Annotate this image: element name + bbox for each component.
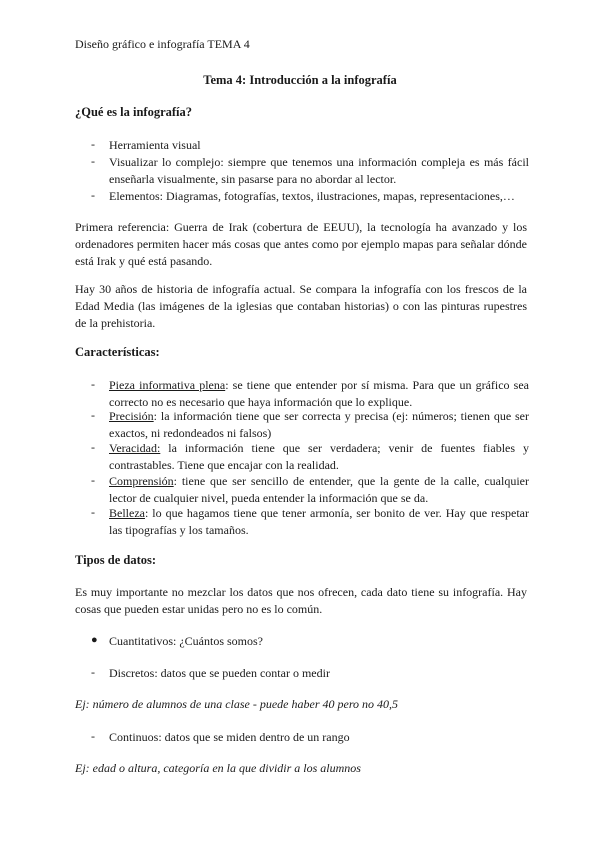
list-item: Herramienta visual [109, 138, 201, 152]
term-label: Pieza informativa plena [109, 378, 226, 392]
term-description: la información tiene que ser verdadera; venir de fuentes fiables y contrastables. Tiene que encajar con la realidad. [109, 441, 529, 472]
paragraph-tipos-de-datos: Es muy importante no mezclar los datos que nos ofrecen, cada dato tiene su infografía. Hay cosas que pueden estar unidas pero no es lo común. [75, 585, 527, 616]
list-item [109, 408, 529, 442]
section-heading-caracteristicas: Características: [75, 345, 160, 359]
section-heading-tipos-de-datos: Tipos de datos: [75, 553, 157, 567]
bullet-icon: ● [91, 634, 98, 646]
page-header: Diseño gráfico e infografía TEMA 4 [75, 37, 250, 51]
term-description: : se tiene que entender por sí misma. Para que un gráfico sea correcto no es necesario que haya información que lo explique. [109, 378, 530, 409]
example-discretos: Ej: número de alumnos de una clase - puede haber 40 pero no 40,5 [75, 697, 399, 711]
term-label: Belleza [109, 506, 145, 520]
list-item [109, 440, 529, 474]
term-label: Comprensión [109, 474, 174, 488]
term-description: : tiene que ser sencillo de entender, que la gente de la calle, cualquier lector de cualquier nivel, pueda entender la información que se da. [109, 474, 529, 505]
list-item [109, 473, 529, 507]
list-dash: - [91, 377, 95, 391]
list-dash: - [91, 408, 95, 422]
paragraph-historia: Hay 30 años de historia de infografía actual. Se compara la infografía con los frescos de la Edad Media (las imágenes de la iglesias que contaban historias) o con las pinturas rupestres de la prehistoria. [75, 282, 527, 330]
document-title: Tema 4: Introducción a la infografía [203, 73, 397, 87]
list-item-cuantitativos: Cuantitativos: ¿Cuántos somos? [109, 634, 263, 648]
list-item-discretos: Discretos: datos que se pueden contar o medir [109, 666, 330, 680]
list-dash: - [91, 505, 95, 519]
list-dash: - [91, 154, 95, 168]
list-dash: - [91, 665, 95, 679]
list-item [109, 505, 529, 539]
term-description: : la información tiene que ser correcta y precisa (ej: números; tienen que ser exactos, ni redondeados ni falsos) [109, 409, 529, 440]
list-dash: - [91, 188, 95, 202]
list-item: Visualizar lo complejo: siempre que tenemos una información compleja es más fácil enseñarla visualmente, sin pasarse para no abordar al lector. [109, 155, 529, 186]
term-label: Veracidad: [109, 441, 161, 455]
list-item [109, 377, 529, 411]
list-dash: - [91, 729, 95, 743]
term-description: : lo que hagamos tiene que tener armonía, ser bonito de ver. Hay que respetar las tipografías y los tamaños. [109, 506, 529, 537]
section-heading-que-es: ¿Qué es la infografía? [75, 105, 193, 119]
example-continuos: Ej: edad o altura, categoría en la que dividir a los alumnos [75, 761, 361, 775]
paragraph-primera-referencia: Primera referencia: Guerra de Irak (cobertura de EEUU), la tecnología ha avanzado y los ordenadores permiten hacer más cosas que antes como por ejemplo mapas para señalar dónde está Irak y qué está pasando. [75, 220, 527, 268]
list-dash: - [91, 137, 95, 151]
list-item-continuos: Continuos: datos que se miden dentro de un rango [109, 730, 350, 744]
list-dash: - [91, 473, 95, 487]
list-item: Elementos: Diagramas, fotografías, textos, ilustraciones, mapas, representaciones,… [109, 189, 515, 203]
list-dash: - [91, 440, 95, 454]
term-label: Precisión [109, 409, 154, 423]
